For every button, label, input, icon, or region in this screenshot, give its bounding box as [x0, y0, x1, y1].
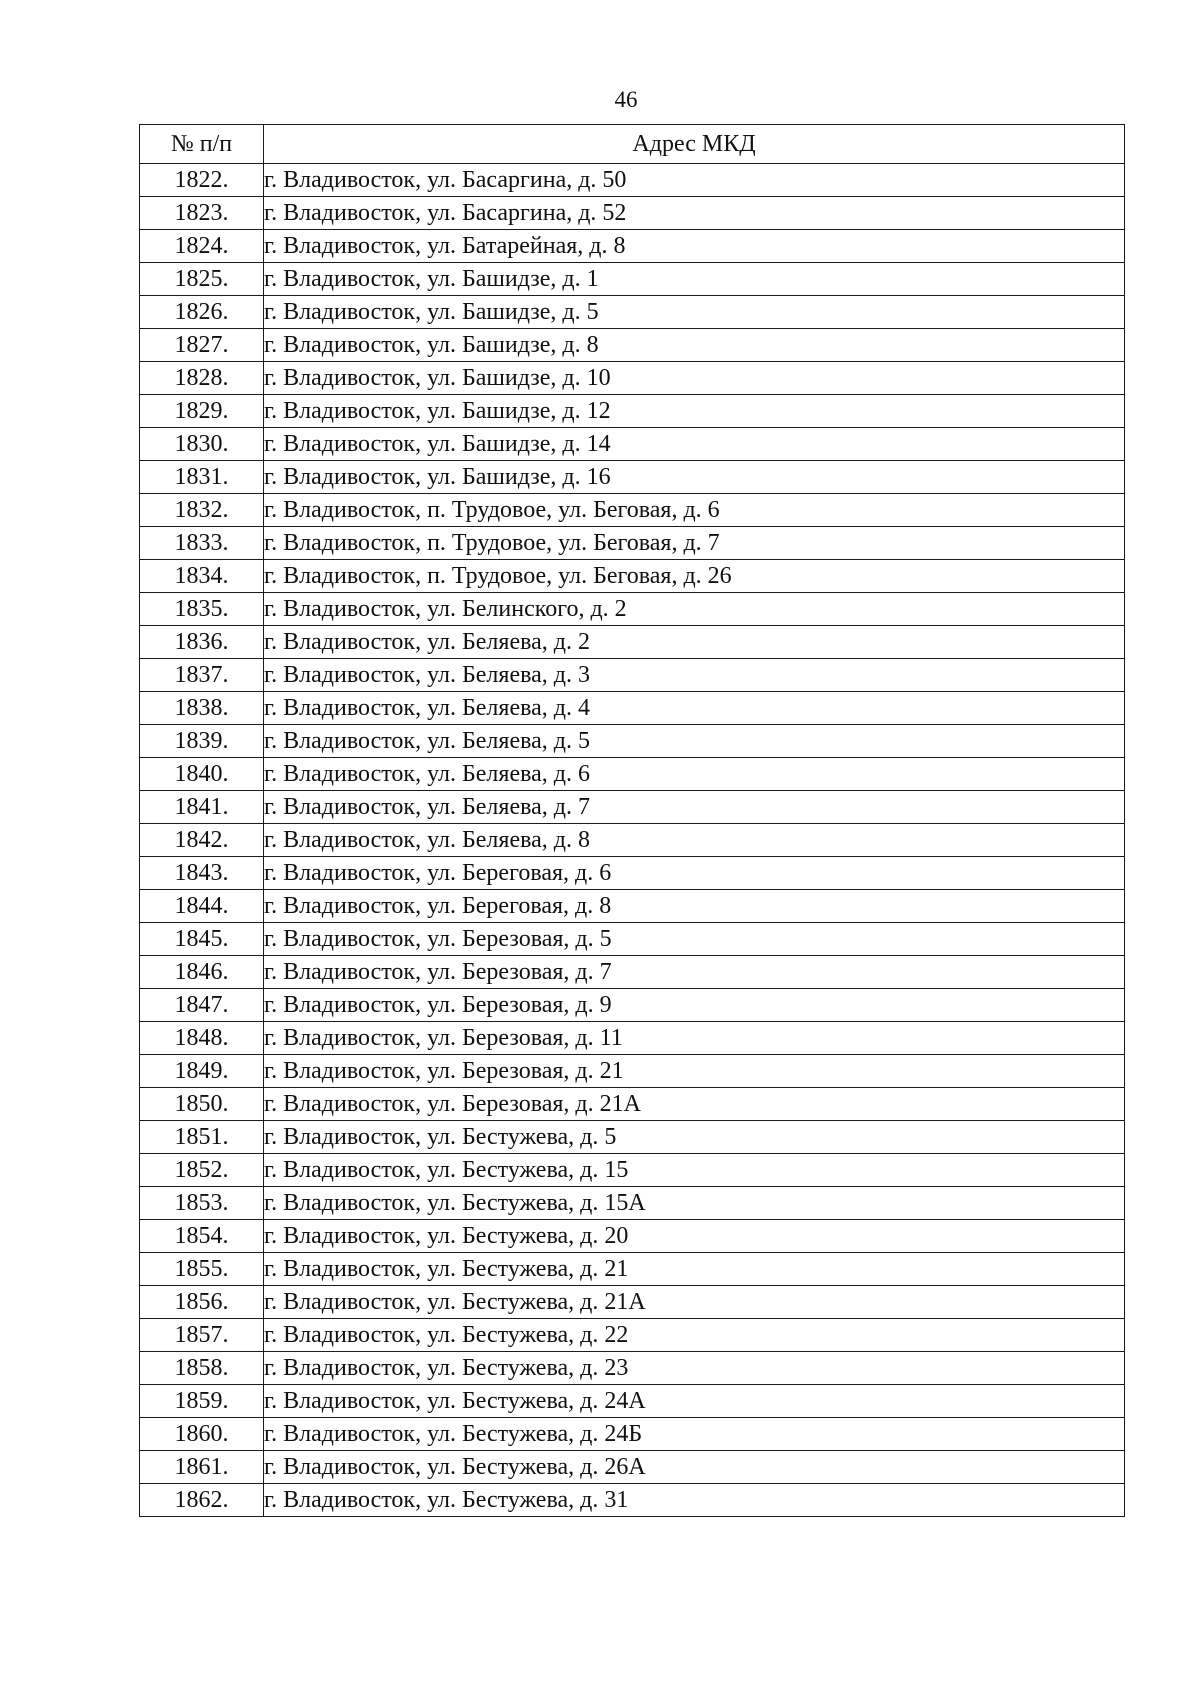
- row-number: 1830.: [140, 428, 264, 461]
- row-address: г. Владивосток, п. Трудовое, ул. Беговая, д. 6: [264, 494, 1125, 527]
- row-number: 1856.: [140, 1286, 264, 1319]
- row-number: 1828.: [140, 362, 264, 395]
- row-number: 1837.: [140, 659, 264, 692]
- table-row: [140, 230, 1125, 263]
- row-address: г. Владивосток, ул. Белинского, д. 2: [264, 593, 1125, 626]
- table-row: [140, 593, 1125, 626]
- row-number: 1831.: [140, 461, 264, 494]
- row-address: г. Владивосток, ул. Беляева, д. 7: [264, 791, 1125, 824]
- table-row: [140, 857, 1125, 890]
- row-number: 1833.: [140, 527, 264, 560]
- row-number: 1845.: [140, 923, 264, 956]
- row-address: г. Владивосток, ул. Бестужева, д. 22: [264, 1319, 1125, 1352]
- table-row: [140, 725, 1125, 758]
- table-row: [140, 824, 1125, 857]
- row-address: г. Владивосток, ул. Березовая, д. 7: [264, 956, 1125, 989]
- column-header-address: Адрес МКД: [264, 125, 1125, 164]
- table-row: [140, 1286, 1125, 1319]
- table-row: [140, 263, 1125, 296]
- row-number: 1836.: [140, 626, 264, 659]
- table-row: [140, 1055, 1125, 1088]
- address-table: [139, 124, 1125, 1517]
- row-number: 1854.: [140, 1220, 264, 1253]
- row-number: 1838.: [140, 692, 264, 725]
- row-address: г. Владивосток, ул. Березовая, д. 5: [264, 923, 1125, 956]
- table-row: [140, 1418, 1125, 1451]
- row-number: 1827.: [140, 329, 264, 362]
- row-number: 1851.: [140, 1121, 264, 1154]
- table-row: [140, 890, 1125, 923]
- table-row: [140, 1088, 1125, 1121]
- row-address: г. Владивосток, п. Трудовое, ул. Беговая, д. 26: [264, 560, 1125, 593]
- row-number: 1862.: [140, 1484, 264, 1517]
- row-number: 1855.: [140, 1253, 264, 1286]
- row-address: г. Владивосток, ул. Бестужева, д. 20: [264, 1220, 1125, 1253]
- row-number: 1853.: [140, 1187, 264, 1220]
- table-row: [140, 1121, 1125, 1154]
- row-number: 1846.: [140, 956, 264, 989]
- table-row: [140, 461, 1125, 494]
- table-row: [140, 494, 1125, 527]
- table-row: [140, 1220, 1125, 1253]
- row-address: г. Владивосток, ул. Бестужева, д. 24Б: [264, 1418, 1125, 1451]
- table-row: [140, 329, 1125, 362]
- row-address: г. Владивосток, ул. Беляева, д. 8: [264, 824, 1125, 857]
- table-row: [140, 1352, 1125, 1385]
- row-number: 1860.: [140, 1418, 264, 1451]
- row-address: г. Владивосток, ул. Башидзе, д. 16: [264, 461, 1125, 494]
- table-row: [140, 1451, 1125, 1484]
- row-number: 1858.: [140, 1352, 264, 1385]
- table-row: [140, 1319, 1125, 1352]
- table-row: [140, 164, 1125, 197]
- row-address: г. Владивосток, ул. Березовая, д. 11: [264, 1022, 1125, 1055]
- row-number: 1839.: [140, 725, 264, 758]
- row-address: г. Владивосток, ул. Бестужева, д. 15А: [264, 1187, 1125, 1220]
- row-number: 1824.: [140, 230, 264, 263]
- row-number: 1857.: [140, 1319, 264, 1352]
- row-address: г. Владивосток, ул. Батарейная, д. 8: [264, 230, 1125, 263]
- table-row: [140, 923, 1125, 956]
- row-number: 1825.: [140, 263, 264, 296]
- table-row: [140, 1022, 1125, 1055]
- row-address: г. Владивосток, ул. Береговая, д. 6: [264, 857, 1125, 890]
- table-row: [140, 758, 1125, 791]
- row-number: 1848.: [140, 1022, 264, 1055]
- row-number: 1841.: [140, 791, 264, 824]
- row-address: г. Владивосток, ул. Башидзе, д. 5: [264, 296, 1125, 329]
- table-row: [140, 527, 1125, 560]
- row-number: 1850.: [140, 1088, 264, 1121]
- row-number: 1852.: [140, 1154, 264, 1187]
- row-number: 1842.: [140, 824, 264, 857]
- row-address: г. Владивосток, п. Трудовое, ул. Беговая, д. 7: [264, 527, 1125, 560]
- row-number: 1832.: [140, 494, 264, 527]
- row-number: 1826.: [140, 296, 264, 329]
- table-row: [140, 395, 1125, 428]
- row-address: г. Владивосток, ул. Бестужева, д. 15: [264, 1154, 1125, 1187]
- row-number: 1840.: [140, 758, 264, 791]
- row-address: г. Владивосток, ул. Бестужева, д. 31: [264, 1484, 1125, 1517]
- row-address: г. Владивосток, ул. Березовая, д. 21А: [264, 1088, 1125, 1121]
- row-address: г. Владивосток, ул. Березовая, д. 9: [264, 989, 1125, 1022]
- row-address: г. Владивосток, ул. Башидзе, д. 12: [264, 395, 1125, 428]
- row-number: 1844.: [140, 890, 264, 923]
- row-number: 1849.: [140, 1055, 264, 1088]
- row-address: г. Владивосток, ул. Башидзе, д. 1: [264, 263, 1125, 296]
- table-row: [140, 1154, 1125, 1187]
- row-address: г. Владивосток, ул. Бестужева, д. 26А: [264, 1451, 1125, 1484]
- row-address: г. Владивосток, ул. Басаргина, д. 52: [264, 197, 1125, 230]
- row-number: 1834.: [140, 560, 264, 593]
- row-address: г. Владивосток, ул. Беляева, д. 3: [264, 659, 1125, 692]
- row-number: 1829.: [140, 395, 264, 428]
- row-number: 1861.: [140, 1451, 264, 1484]
- table-row: [140, 362, 1125, 395]
- column-header-number: № п/п: [140, 125, 264, 164]
- row-address: г. Владивосток, ул. Бестужева, д. 24А: [264, 1385, 1125, 1418]
- table-header-row: [140, 125, 1125, 164]
- table-row: [140, 791, 1125, 824]
- row-number: 1847.: [140, 989, 264, 1022]
- row-address: г. Владивосток, ул. Башидзе, д. 8: [264, 329, 1125, 362]
- table-row: [140, 1484, 1125, 1517]
- row-number: 1843.: [140, 857, 264, 890]
- table-row: [140, 659, 1125, 692]
- row-address: г. Владивосток, ул. Башидзе, д. 10: [264, 362, 1125, 395]
- row-address: г. Владивосток, ул. Бестужева, д. 21: [264, 1253, 1125, 1286]
- row-address: г. Владивосток, ул. Береговая, д. 8: [264, 890, 1125, 923]
- row-address: г. Владивосток, ул. Басаргина, д. 50: [264, 164, 1125, 197]
- row-address: г. Владивосток, ул. Бестужева, д. 23: [264, 1352, 1125, 1385]
- row-number: 1859.: [140, 1385, 264, 1418]
- row-address: г. Владивосток, ул. Башидзе, д. 14: [264, 428, 1125, 461]
- table-row: [140, 560, 1125, 593]
- row-number: 1835.: [140, 593, 264, 626]
- row-address: г. Владивосток, ул. Беляева, д. 4: [264, 692, 1125, 725]
- table-row: [140, 1187, 1125, 1220]
- table-row: [140, 956, 1125, 989]
- table-row: [140, 989, 1125, 1022]
- row-address: г. Владивосток, ул. Березовая, д. 21: [264, 1055, 1125, 1088]
- page-number: 46: [614, 87, 638, 112]
- row-number: 1823.: [140, 197, 264, 230]
- row-address: г. Владивосток, ул. Беляева, д. 6: [264, 758, 1125, 791]
- table-row: [140, 197, 1125, 230]
- row-number: 1822.: [140, 164, 264, 197]
- table-row: [140, 428, 1125, 461]
- row-address: г. Владивосток, ул. Беляева, д. 5: [264, 725, 1125, 758]
- row-address: г. Владивосток, ул. Бестужева, д. 5: [264, 1121, 1125, 1154]
- table-row: [140, 1385, 1125, 1418]
- table-row: [140, 626, 1125, 659]
- row-address: г. Владивосток, ул. Бестужева, д. 21А: [264, 1286, 1125, 1319]
- table-row: [140, 1253, 1125, 1286]
- row-address: г. Владивосток, ул. Беляева, д. 2: [264, 626, 1125, 659]
- table-row: [140, 296, 1125, 329]
- table-row: [140, 692, 1125, 725]
